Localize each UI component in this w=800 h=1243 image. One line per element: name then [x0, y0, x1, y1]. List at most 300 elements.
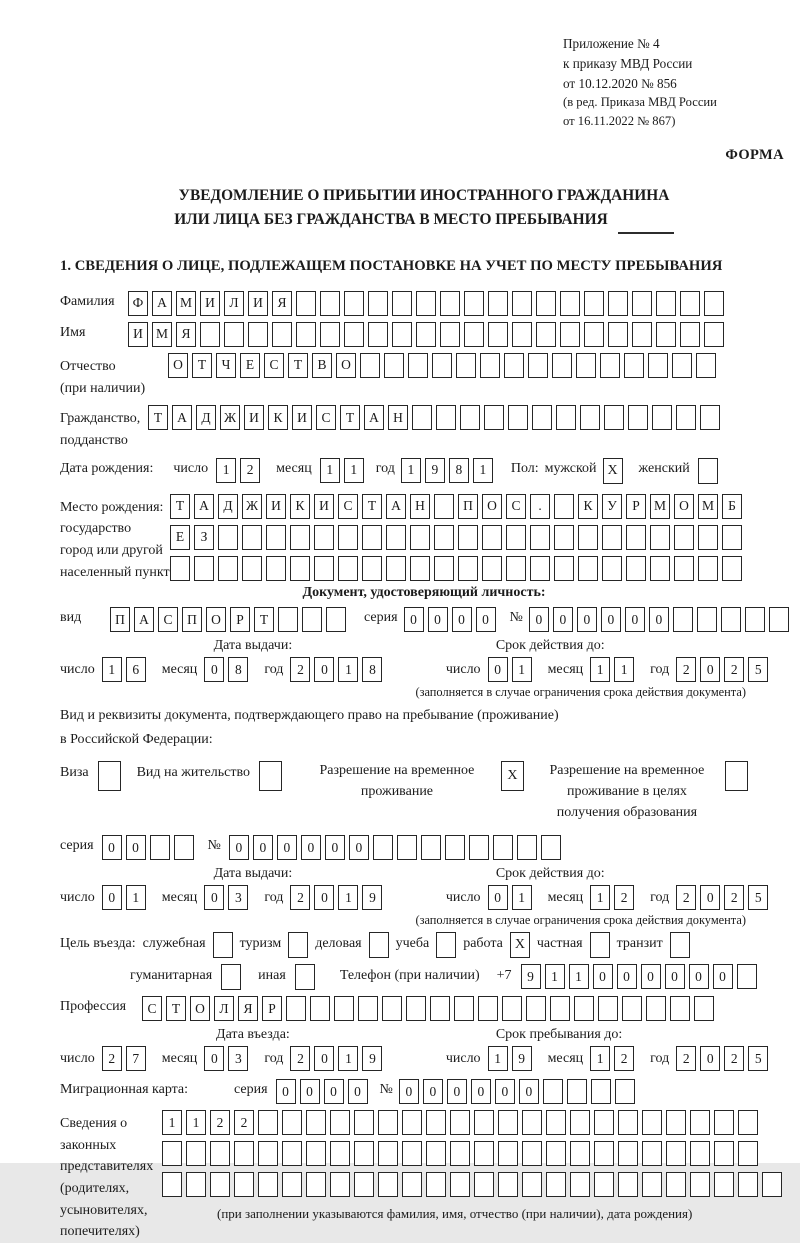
form-cell[interactable]: 0	[428, 607, 448, 632]
form-cell[interactable]: 0	[593, 964, 613, 989]
form-cell[interactable]	[488, 291, 508, 316]
form-cell[interactable]: 0	[700, 885, 720, 910]
form-cell[interactable]: Т	[254, 607, 274, 632]
form-cell[interactable]: О	[190, 996, 210, 1021]
form-cell[interactable]	[282, 1172, 302, 1197]
form-cell[interactable]: Р	[230, 607, 250, 632]
form-cell[interactable]	[386, 525, 406, 550]
form-cell[interactable]	[700, 405, 720, 430]
form-cell[interactable]	[714, 1172, 734, 1197]
form-cell[interactable]: 2	[724, 885, 744, 910]
form-cell[interactable]	[498, 1172, 518, 1197]
form-cell[interactable]: 0	[301, 835, 321, 860]
form-cell[interactable]	[570, 1141, 590, 1166]
form-cell[interactable]	[460, 405, 480, 430]
form-cell[interactable]	[584, 291, 604, 316]
form-cell[interactable]	[296, 322, 316, 347]
form-cell[interactable]	[386, 556, 406, 581]
form-cell[interactable]	[194, 556, 214, 581]
form-cell[interactable]	[608, 322, 628, 347]
form-cell[interactable]: Д	[218, 494, 238, 519]
form-cell[interactable]: М	[650, 494, 670, 519]
form-cell[interactable]: 8	[228, 657, 248, 682]
form-cell[interactable]	[680, 291, 700, 316]
form-cell[interactable]: 1	[344, 458, 364, 483]
form-cell[interactable]: 0	[452, 607, 472, 632]
form-cell[interactable]: Т	[166, 996, 186, 1021]
form-cell[interactable]	[690, 1172, 710, 1197]
form-cell[interactable]	[666, 1110, 686, 1135]
form-cell[interactable]	[248, 322, 268, 347]
phone-cells[interactable]	[521, 964, 761, 989]
form-cell[interactable]	[690, 1141, 710, 1166]
form-cell[interactable]: 9	[521, 964, 541, 989]
form-cell[interactable]	[302, 607, 322, 632]
form-cell[interactable]	[450, 1110, 470, 1135]
form-cell[interactable]: 0	[300, 1079, 320, 1104]
form-cell[interactable]	[498, 1110, 518, 1135]
form-cell[interactable]	[368, 322, 388, 347]
form-cell[interactable]	[314, 556, 334, 581]
form-cell[interactable]	[722, 525, 742, 550]
form-cell[interactable]: И	[266, 494, 286, 519]
form-cell[interactable]	[430, 996, 450, 1021]
form-cell[interactable]: 0	[204, 1046, 224, 1071]
form-cell[interactable]	[618, 1141, 638, 1166]
form-cell[interactable]	[469, 835, 489, 860]
form-cell[interactable]: З	[194, 525, 214, 550]
form-cell[interactable]: 0	[649, 607, 669, 632]
form-cell[interactable]: 2	[724, 1046, 744, 1071]
form-cell[interactable]	[506, 556, 526, 581]
form-cell[interactable]: 1	[338, 657, 358, 682]
form-cell[interactable]: 0	[404, 607, 424, 632]
form-cell[interactable]: 9	[512, 1046, 532, 1071]
form-cell[interactable]: О	[206, 607, 226, 632]
form-cell[interactable]	[541, 835, 561, 860]
form-cell[interactable]	[704, 322, 724, 347]
form-cell[interactable]	[330, 1110, 350, 1135]
form-cell[interactable]	[608, 291, 628, 316]
form-cell[interactable]: 0	[641, 964, 661, 989]
birthdate-year-cells[interactable]	[401, 458, 497, 483]
form-cell[interactable]	[362, 525, 382, 550]
form-cell[interactable]	[464, 291, 484, 316]
form-cell[interactable]: Л	[214, 996, 234, 1021]
form-cell[interactable]	[602, 556, 622, 581]
form-cell[interactable]	[416, 291, 436, 316]
form-cell[interactable]	[434, 556, 454, 581]
form-cell[interactable]	[378, 1141, 398, 1166]
form-cell[interactable]: Ч	[216, 353, 236, 378]
form-cell[interactable]	[600, 353, 620, 378]
form-cell[interactable]: 0	[617, 964, 637, 989]
identity-issue-day-cells[interactable]	[102, 657, 150, 682]
form-cell[interactable]: Е	[170, 525, 190, 550]
form-cell[interactable]	[714, 1141, 734, 1166]
entry-month-cells[interactable]	[204, 1046, 252, 1071]
form-cell[interactable]	[567, 1079, 587, 1104]
stay-until-month-cells[interactable]	[590, 1046, 638, 1071]
form-cell[interactable]	[622, 996, 642, 1021]
form-cell[interactable]: 0	[277, 835, 297, 860]
form-cell[interactable]: П	[458, 494, 478, 519]
form-cell[interactable]: К	[268, 405, 288, 430]
form-cell[interactable]	[421, 835, 441, 860]
form-cell[interactable]: И	[244, 405, 264, 430]
form-cell[interactable]	[474, 1141, 494, 1166]
form-cell[interactable]	[650, 525, 670, 550]
citizenship-cells[interactable]	[148, 405, 724, 430]
form-cell[interactable]: С	[264, 353, 284, 378]
form-cell[interactable]	[615, 1079, 635, 1104]
form-cell[interactable]: 0	[204, 885, 224, 910]
form-cell[interactable]	[170, 556, 190, 581]
residence-number-cells[interactable]	[229, 835, 565, 860]
form-cell[interactable]: 0	[665, 964, 685, 989]
form-cell[interactable]	[408, 353, 428, 378]
form-cell[interactable]	[676, 405, 696, 430]
form-cell[interactable]	[402, 1110, 422, 1135]
form-cell[interactable]	[552, 353, 572, 378]
form-cell[interactable]	[210, 1172, 230, 1197]
form-cell[interactable]: Т	[170, 494, 190, 519]
form-cell[interactable]	[488, 322, 508, 347]
form-cell[interactable]	[594, 1110, 614, 1135]
form-cell[interactable]: У	[602, 494, 622, 519]
form-cell[interactable]	[296, 291, 316, 316]
form-cell[interactable]	[314, 525, 334, 550]
form-cell[interactable]	[450, 1172, 470, 1197]
form-cell[interactable]: П	[182, 607, 202, 632]
form-cell[interactable]: С	[142, 996, 162, 1021]
option-visa-checkbox[interactable]	[98, 761, 121, 791]
form-cell[interactable]	[576, 353, 596, 378]
doc-number-cells[interactable]	[529, 607, 793, 632]
form-cell[interactable]	[512, 291, 532, 316]
form-cell[interactable]	[480, 353, 500, 378]
form-cell[interactable]	[652, 405, 672, 430]
residence-issue-day-cells[interactable]	[102, 885, 150, 910]
form-cell[interactable]	[338, 525, 358, 550]
form-cell[interactable]	[278, 607, 298, 632]
form-cell[interactable]: И	[314, 494, 334, 519]
form-cell[interactable]	[310, 996, 330, 1021]
form-cell[interactable]: 9	[362, 1046, 382, 1071]
form-cell[interactable]	[358, 996, 378, 1021]
form-cell[interactable]: 2	[290, 657, 310, 682]
form-cell[interactable]	[522, 1172, 542, 1197]
form-cell[interactable]	[690, 1110, 710, 1135]
form-cell[interactable]	[642, 1172, 662, 1197]
form-cell[interactable]	[522, 1110, 542, 1135]
form-cell[interactable]: 1	[338, 885, 358, 910]
form-cell[interactable]	[378, 1172, 398, 1197]
form-cell[interactable]	[218, 525, 238, 550]
form-cell[interactable]: 0	[577, 607, 597, 632]
sex-female-checkbox[interactable]	[698, 458, 718, 484]
form-cell[interactable]	[628, 405, 648, 430]
form-cell[interactable]	[594, 1141, 614, 1166]
form-cell[interactable]	[618, 1110, 638, 1135]
form-cell[interactable]: 1	[126, 885, 146, 910]
form-cell[interactable]: 0	[325, 835, 345, 860]
form-cell[interactable]	[698, 556, 718, 581]
form-cell[interactable]	[624, 353, 644, 378]
form-cell[interactable]	[578, 525, 598, 550]
form-cell[interactable]: 0	[276, 1079, 296, 1104]
birthplace-cells-row-2[interactable]	[170, 525, 746, 550]
form-cell[interactable]	[242, 525, 262, 550]
form-cell[interactable]	[458, 556, 478, 581]
purpose-business-checkbox[interactable]	[369, 932, 389, 958]
sex-male-checkbox[interactable]: X	[603, 458, 623, 484]
form-cell[interactable]	[406, 996, 426, 1021]
form-cell[interactable]	[474, 1110, 494, 1135]
form-cell[interactable]: 1	[590, 1046, 610, 1071]
form-cell[interactable]	[320, 322, 340, 347]
form-cell[interactable]	[330, 1141, 350, 1166]
form-cell[interactable]	[502, 996, 522, 1021]
form-cell[interactable]	[506, 525, 526, 550]
form-cell[interactable]: Ж	[242, 494, 262, 519]
form-cell[interactable]	[373, 835, 393, 860]
form-cell[interactable]	[508, 405, 528, 430]
form-cell[interactable]	[392, 291, 412, 316]
form-cell[interactable]: Т	[362, 494, 382, 519]
form-cell[interactable]: 2	[210, 1110, 230, 1135]
form-cell[interactable]: Р	[262, 996, 282, 1021]
form-cell[interactable]	[382, 996, 402, 1021]
form-cell[interactable]: Я	[238, 996, 258, 1021]
form-cell[interactable]: О	[336, 353, 356, 378]
form-cell[interactable]: Е	[240, 353, 260, 378]
form-cell[interactable]	[306, 1172, 326, 1197]
form-cell[interactable]	[550, 996, 570, 1021]
form-cell[interactable]: 1	[488, 1046, 508, 1071]
doc-kind-cells[interactable]	[110, 607, 350, 632]
form-cell[interactable]	[517, 835, 537, 860]
form-cell[interactable]	[162, 1141, 182, 1166]
form-cell[interactable]: 0	[314, 1046, 334, 1071]
form-cell[interactable]	[282, 1110, 302, 1135]
form-cell[interactable]	[412, 405, 432, 430]
form-cell[interactable]: 5	[748, 885, 768, 910]
form-cell[interactable]	[397, 835, 417, 860]
form-cell[interactable]	[174, 835, 194, 860]
entry-year-cells[interactable]	[290, 1046, 386, 1071]
form-cell[interactable]	[670, 996, 690, 1021]
form-cell[interactable]: 0	[229, 835, 249, 860]
form-cell[interactable]: С	[506, 494, 526, 519]
form-cell[interactable]	[258, 1110, 278, 1135]
form-cell[interactable]: 0	[488, 885, 508, 910]
form-cell[interactable]	[656, 291, 676, 316]
form-cell[interactable]	[402, 1141, 422, 1166]
form-cell[interactable]	[210, 1141, 230, 1166]
form-cell[interactable]	[672, 353, 692, 378]
form-cell[interactable]: 0	[495, 1079, 515, 1104]
form-cell[interactable]: 0	[700, 657, 720, 682]
form-cell[interactable]	[464, 322, 484, 347]
form-cell[interactable]: 8	[449, 458, 469, 483]
form-cell[interactable]	[604, 405, 624, 430]
form-cell[interactable]	[186, 1172, 206, 1197]
form-cell[interactable]	[737, 964, 757, 989]
form-cell[interactable]	[224, 322, 244, 347]
form-cell[interactable]: 1	[320, 458, 340, 483]
migration-number-cells[interactable]	[399, 1079, 639, 1104]
form-cell[interactable]: 2	[234, 1110, 254, 1135]
form-cell[interactable]	[546, 1110, 566, 1135]
form-cell[interactable]	[694, 996, 714, 1021]
identity-valid-year-cells[interactable]	[676, 657, 772, 682]
form-cell[interactable]: 1	[473, 458, 493, 483]
form-cell[interactable]: 5	[748, 1046, 768, 1071]
residence-valid-month-cells[interactable]	[590, 885, 638, 910]
form-cell[interactable]: К	[290, 494, 310, 519]
form-cell[interactable]: И	[248, 291, 268, 316]
form-cell[interactable]	[402, 1172, 422, 1197]
form-cell[interactable]	[666, 1141, 686, 1166]
form-cell[interactable]: Н	[388, 405, 408, 430]
residence-valid-year-cells[interactable]	[676, 885, 772, 910]
form-cell[interactable]: 9	[425, 458, 445, 483]
form-cell[interactable]	[721, 607, 741, 632]
form-cell[interactable]	[554, 494, 574, 519]
form-cell[interactable]	[440, 291, 460, 316]
form-cell[interactable]: 2	[676, 1046, 696, 1071]
form-cell[interactable]: 1	[338, 1046, 358, 1071]
form-cell[interactable]: 1	[614, 657, 634, 682]
form-cell[interactable]: 2	[290, 1046, 310, 1071]
form-cell[interactable]	[436, 405, 456, 430]
form-cell[interactable]: И	[128, 322, 148, 347]
form-cell[interactable]: П	[110, 607, 130, 632]
form-cell[interactable]	[493, 835, 513, 860]
form-cell[interactable]: 0	[447, 1079, 467, 1104]
form-cell[interactable]	[578, 556, 598, 581]
migration-series-cells[interactable]	[276, 1079, 372, 1104]
form-cell[interactable]	[432, 353, 452, 378]
form-cell[interactable]: 1	[590, 885, 610, 910]
form-cell[interactable]: 2	[724, 657, 744, 682]
form-cell[interactable]: Я	[272, 291, 292, 316]
form-cell[interactable]	[704, 291, 724, 316]
form-cell[interactable]: 1	[512, 657, 532, 682]
form-cell[interactable]	[762, 1172, 782, 1197]
doc-series-cells[interactable]	[404, 607, 500, 632]
form-cell[interactable]: 0	[519, 1079, 539, 1104]
form-cell[interactable]: 0	[348, 1079, 368, 1104]
purpose-work-checkbox[interactable]: X	[510, 932, 530, 958]
form-cell[interactable]	[738, 1110, 758, 1135]
form-cell[interactable]: 1	[401, 458, 421, 483]
form-cell[interactable]: А	[386, 494, 406, 519]
form-cell[interactable]: 7	[126, 1046, 146, 1071]
given-name-cells[interactable]	[128, 322, 728, 347]
form-cell[interactable]: 0	[126, 835, 146, 860]
form-cell[interactable]	[498, 1141, 518, 1166]
option-temp-residence-checkbox[interactable]: X	[501, 761, 524, 791]
form-cell[interactable]: 2	[614, 885, 634, 910]
form-cell[interactable]	[584, 322, 604, 347]
form-cell[interactable]	[258, 1141, 278, 1166]
form-cell[interactable]	[354, 1141, 374, 1166]
form-cell[interactable]: 3	[228, 885, 248, 910]
form-cell[interactable]: Л	[224, 291, 244, 316]
residence-series-cells[interactable]	[102, 835, 198, 860]
form-cell[interactable]	[445, 835, 465, 860]
form-cell[interactable]: 2	[614, 1046, 634, 1071]
form-cell[interactable]	[594, 1172, 614, 1197]
form-cell[interactable]	[543, 1079, 563, 1104]
form-cell[interactable]	[504, 353, 524, 378]
form-cell[interactable]: 0	[399, 1079, 419, 1104]
form-cell[interactable]: А	[152, 291, 172, 316]
purpose-tourism-checkbox[interactable]	[288, 932, 308, 958]
purpose-private-checkbox[interactable]	[590, 932, 610, 958]
legal-reps-cells-row-2[interactable]	[162, 1141, 786, 1166]
form-cell[interactable]: 0	[102, 835, 122, 860]
form-cell[interactable]: В	[312, 353, 332, 378]
form-cell[interactable]: М	[152, 322, 172, 347]
purpose-study-checkbox[interactable]	[436, 932, 456, 958]
form-cell[interactable]: И	[200, 291, 220, 316]
form-cell[interactable]	[642, 1110, 662, 1135]
purpose-transit-checkbox[interactable]	[670, 932, 690, 958]
form-cell[interactable]: 2	[290, 885, 310, 910]
form-cell[interactable]	[632, 322, 652, 347]
form-cell[interactable]	[392, 322, 412, 347]
identity-valid-month-cells[interactable]	[590, 657, 638, 682]
form-cell[interactable]	[570, 1110, 590, 1135]
form-cell[interactable]	[384, 353, 404, 378]
form-cell[interactable]: О	[674, 494, 694, 519]
form-cell[interactable]: М	[698, 494, 718, 519]
form-cell[interactable]: 0	[253, 835, 273, 860]
form-cell[interactable]	[378, 1110, 398, 1135]
residence-issue-year-cells[interactable]	[290, 885, 386, 910]
form-cell[interactable]	[344, 291, 364, 316]
form-cell[interactable]	[354, 1110, 374, 1135]
form-cell[interactable]	[234, 1172, 254, 1197]
form-cell[interactable]: С	[158, 607, 178, 632]
form-cell[interactable]	[673, 607, 693, 632]
form-cell[interactable]: 1	[569, 964, 589, 989]
form-cell[interactable]	[320, 291, 340, 316]
form-cell[interactable]: 2	[676, 885, 696, 910]
form-cell[interactable]	[626, 525, 646, 550]
form-cell[interactable]	[522, 1141, 542, 1166]
option-residence-permit-checkbox[interactable]	[259, 761, 282, 791]
legal-reps-cells-row-1[interactable]	[162, 1110, 786, 1135]
form-cell[interactable]	[434, 494, 454, 519]
form-cell[interactable]: 0	[713, 964, 733, 989]
birthdate-day-cells[interactable]	[216, 458, 264, 483]
form-cell[interactable]	[482, 556, 502, 581]
form-cell[interactable]: Д	[196, 405, 216, 430]
form-cell[interactable]	[697, 607, 717, 632]
form-cell[interactable]	[560, 322, 580, 347]
identity-valid-day-cells[interactable]	[488, 657, 536, 682]
form-cell[interactable]: 0	[471, 1079, 491, 1104]
form-cell[interactable]	[290, 525, 310, 550]
form-cell[interactable]	[458, 525, 478, 550]
form-cell[interactable]	[272, 322, 292, 347]
form-cell[interactable]	[738, 1141, 758, 1166]
form-cell[interactable]	[656, 322, 676, 347]
